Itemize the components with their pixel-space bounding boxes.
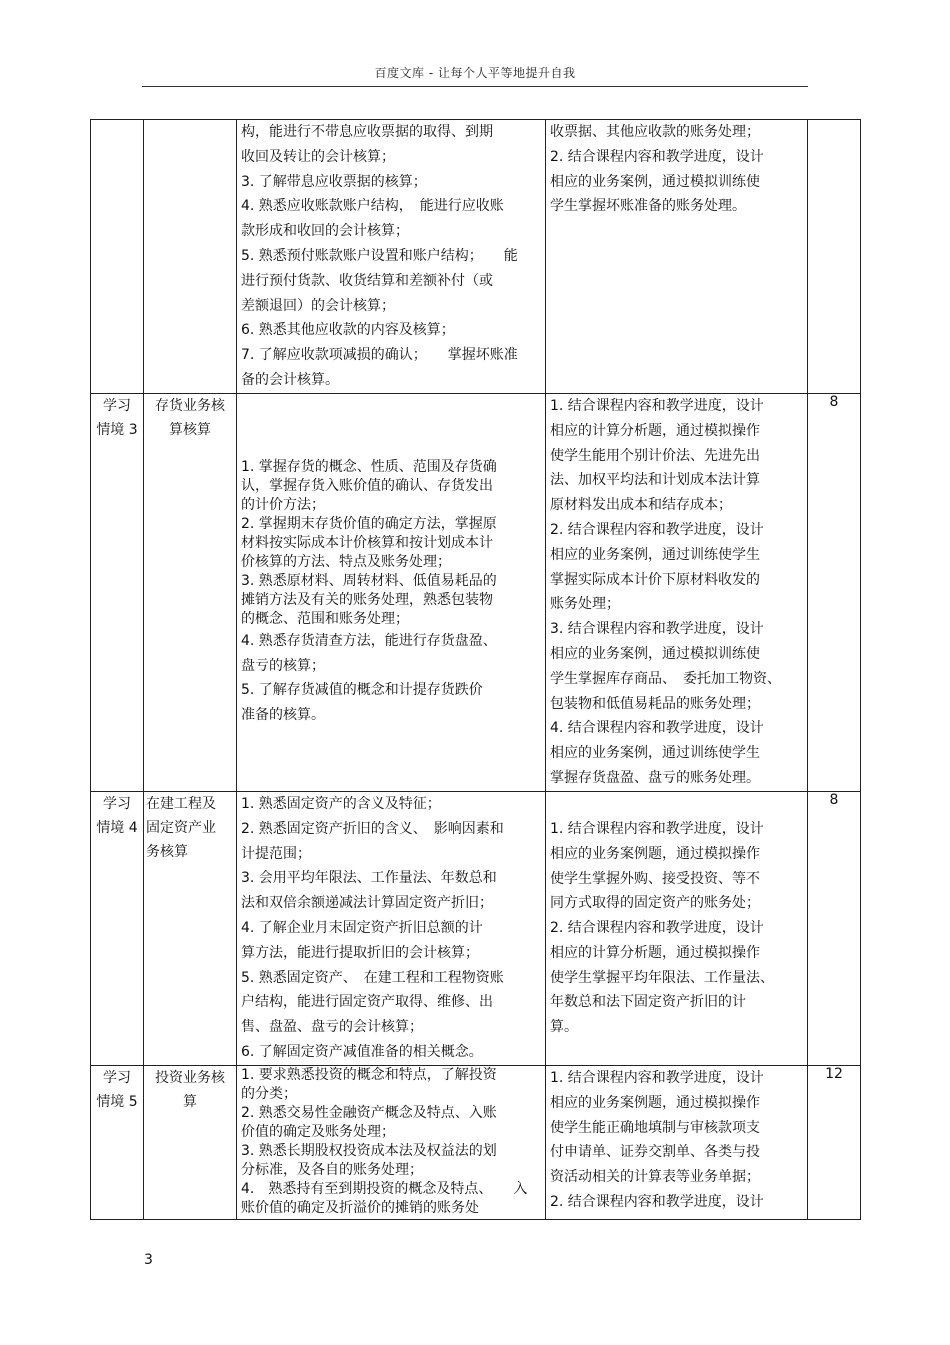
- task-label: 投资业务核: [155, 1070, 225, 1086]
- text-line: 5. 熟悉固定资产、 在建工程和工程物资账: [241, 969, 504, 986]
- table-row: [91, 792, 861, 1066]
- text-line: 3. 了解带息应收票据的核算；: [241, 173, 427, 190]
- situation-label: 情境 3: [96, 422, 138, 438]
- text-line: 计提范围；: [241, 845, 311, 862]
- text-line: 1. 要求熟悉投资的概念和特点，了解投资: [241, 1067, 497, 1083]
- text-line: 3. 熟悉长期股权投资成本法及权益法的划: [241, 1143, 497, 1159]
- text-line: 1. 掌握存货的概念、性质、范围及存货确: [241, 459, 497, 475]
- text-line: 分标准，及各自的账务处理；: [241, 1162, 423, 1178]
- table-row: [91, 120, 861, 394]
- text-line: 摊销方法及有关的账务处理，熟悉包装物: [241, 592, 493, 608]
- text-line: 掌握存货盘盈、盘亏的账务处理。: [550, 769, 760, 786]
- text-line: 价值的确定及账务处理；: [241, 1124, 395, 1140]
- text-line: 使学生能正确地填制与审核款项支: [550, 1119, 760, 1136]
- text-line: 的分类；: [241, 1086, 297, 1102]
- situation-cell: [91, 120, 144, 394]
- objectives-cell: [237, 792, 546, 1066]
- text-line: 3. 会用平均年限法、工作量法、年数总和: [241, 870, 497, 887]
- text-line: 账务处理；: [550, 596, 620, 613]
- table-row: [91, 1066, 861, 1220]
- task-cell: [144, 394, 237, 792]
- text-line: 同方式取得的固定资产的账务处；: [550, 895, 760, 912]
- text-line: 5. 了解存货减值的概念和计提存货跌价: [241, 682, 483, 698]
- text-line: 账价值的确定及折溢价的摊销的账务处: [241, 1200, 479, 1216]
- text-line: 2. 熟悉交易性金融资产概念及特点、入账: [241, 1105, 497, 1121]
- text-line: 年数总和法下固定资产折旧的计: [550, 994, 746, 1011]
- activities-cell: [546, 120, 808, 394]
- text-line: 相应的业务案例题，通过模拟操作: [550, 845, 760, 862]
- objectives-text: [237, 458, 545, 727]
- hours-cell: 8: [808, 394, 861, 792]
- text-line: 学生掌握坏账准备的账务处理。: [550, 198, 746, 215]
- text-line: 3. 熟悉原材料、周转材料、低值易耗品的: [241, 573, 497, 589]
- text-line: 收回及转让的会计核算；: [241, 148, 395, 165]
- text-line: 学生掌握库存商品、 委托加工物资、: [550, 670, 781, 687]
- text-line: 4. 熟悉持有至到期投资的概念及特点、 入: [241, 1181, 528, 1197]
- text-line: 3. 结合课程内容和教学进度，设计: [550, 621, 764, 638]
- text-line: 1. 结合课程内容和教学进度，设计: [550, 1070, 764, 1086]
- task-label: 存货业务核: [155, 398, 225, 414]
- task-cell: [144, 120, 237, 394]
- objectives-cell: [237, 1066, 546, 1220]
- objectives-text: [237, 792, 545, 1065]
- activities-text: [546, 120, 807, 219]
- page-header: 百度文库 - 让每个人平等地提升自我: [374, 66, 576, 80]
- text-line: 认，掌握存货入账价值的确认、存货发出: [241, 478, 493, 494]
- text-line: 法和双倍余额递减法计算固定资产折旧；: [241, 895, 493, 912]
- situation-label: 情境 4: [96, 820, 138, 836]
- task-cell: [144, 792, 237, 1066]
- text-line: 相应的业务案例，通过模拟训练使: [550, 173, 760, 190]
- text-line: 4. 结合课程内容和教学进度，设计: [550, 720, 764, 737]
- situation-label: 情境 5: [96, 1094, 138, 1110]
- situation-cell: [91, 394, 144, 792]
- text-line: 算。: [550, 1019, 578, 1036]
- text-line: 掌握实际成本计价下原材料收发的: [550, 571, 760, 588]
- text-line: 材料按实际成本计价核算和按计划成本计: [241, 535, 493, 551]
- text-line: 户结构，能进行固定资产取得、维修、出: [241, 994, 493, 1011]
- text-line: 差额退回）的会计核算；: [241, 297, 395, 314]
- table-row: [91, 394, 861, 792]
- objectives-text: [237, 1066, 545, 1218]
- text-line: 法、加权平均法和计划成本法计算: [550, 472, 760, 489]
- hours-cell: [808, 120, 861, 394]
- activities-text: [546, 1066, 807, 1215]
- text-line: 款形成和收回的会计核算；: [241, 223, 409, 240]
- task-label: 务核算: [146, 844, 188, 860]
- text-line: 进行预付货款、收货结算和差额补付（或: [241, 272, 493, 289]
- text-line: 相应的业务案例，通过训练使学生: [550, 546, 760, 563]
- task-cell: [144, 1066, 237, 1220]
- course-plan-table: [90, 119, 861, 1220]
- activities-text: [546, 817, 807, 1040]
- text-line: 2. 结合课程内容和教学进度，设计: [550, 920, 764, 937]
- text-line: 资活动相关的计算表等业务单据；: [550, 1169, 760, 1186]
- page-number: 3: [144, 1252, 153, 1268]
- text-line: 构，能进行不带息应收票据的取得、到期: [241, 124, 493, 140]
- text-line: 算方法，能进行提取折旧的会计核算；: [241, 944, 479, 961]
- situation-label: 学习: [103, 796, 131, 812]
- text-line: 使学生掌握平均年限法、工作量法、: [550, 969, 774, 986]
- situation-label: 学习: [103, 398, 131, 414]
- text-line: 2. 结合课程内容和教学进度，设计: [550, 1193, 764, 1210]
- text-line: 7. 了解应收款项减损的确认； 掌握坏账准: [241, 347, 518, 364]
- text-line: 盘亏的核算；: [241, 657, 325, 674]
- situation-label: 学习: [103, 1070, 131, 1086]
- text-line: 收票据、其他应收款的账务处理；: [550, 124, 760, 140]
- text-line: 相应的业务案例，通过模拟训练使: [550, 645, 760, 662]
- text-line: 1. 结合课程内容和教学进度，设计: [550, 820, 764, 837]
- text-line: 1. 结合课程内容和教学进度，设计: [550, 398, 764, 414]
- text-line: 相应的业务案例，通过训练使学生: [550, 745, 760, 762]
- objectives-cell: [237, 394, 546, 792]
- text-line: 2. 结合课程内容和教学进度，设计: [550, 148, 764, 165]
- text-line: 相应的计算分析题，通过模拟操作: [550, 422, 760, 439]
- text-line: 1. 熟悉固定资产的含义及特征；: [241, 796, 441, 812]
- text-line: 相应的计算分析题，通过模拟操作: [550, 944, 760, 961]
- header-rule: [142, 86, 808, 87]
- task-label: 算核算: [169, 422, 211, 438]
- activities-cell: [546, 394, 808, 792]
- text-line: 原材料发出成本和结存成本；: [550, 497, 732, 514]
- text-line: 使学生掌握外购、接受投资、等不: [550, 870, 760, 887]
- text-line: 相应的业务案例题，通过模拟操作: [550, 1094, 760, 1111]
- text-line: 2. 结合课程内容和教学进度，设计: [550, 521, 764, 538]
- text-line: 价核算的方法、特点及账务处理；: [241, 554, 451, 570]
- situation-cell: [91, 1066, 144, 1220]
- hours-cell: 12: [808, 1066, 861, 1220]
- text-line: 4. 熟悉应收账款账户结构， 能进行应收账: [241, 198, 504, 215]
- text-line: 的计价方法；: [241, 497, 325, 513]
- hours-cell: 8: [808, 792, 861, 1066]
- text-line: 的概念、范围和账务处理；: [241, 611, 409, 627]
- text-line: 付申请单、证券交割单、各类与投: [550, 1144, 760, 1161]
- text-line: 5. 熟悉预付账款账户设置和账户结构； 能: [241, 247, 518, 264]
- text-line: 2. 熟悉固定资产折旧的含义、 影响因素和: [241, 820, 504, 837]
- activities-text: [546, 394, 807, 791]
- text-line: 4. 了解企业月末固定资产折旧总额的计: [241, 919, 483, 936]
- task-label: 算: [183, 1094, 197, 1110]
- situation-cell: [91, 792, 144, 1066]
- text-line: 备的会计核算。: [241, 371, 339, 388]
- text-line: 6. 熟悉其他应收款的内容及核算；: [241, 322, 455, 339]
- task-label: 在建工程及: [146, 796, 216, 812]
- activities-cell: [546, 1066, 808, 1220]
- text-line: 使学生能用个别计价法、先进先出: [550, 447, 760, 464]
- task-label: 固定资产业: [146, 820, 216, 836]
- objectives-text: [237, 120, 545, 393]
- text-line: 4. 熟悉存货清查方法，能进行存货盘盈、: [241, 633, 497, 649]
- text-line: 包装物和低值易耗品的账务处理；: [550, 695, 760, 712]
- text-line: 售、盘盈、盘亏的会计核算；: [241, 1019, 423, 1036]
- text-line: 6. 了解固定资产减值准备的相关概念。: [241, 1043, 483, 1060]
- text-line: 2. 掌握期末存货价值的确定方法，掌握原: [241, 516, 497, 532]
- objectives-cell: [237, 120, 546, 394]
- text-line: 准备的核算。: [241, 706, 325, 723]
- activities-cell: [546, 792, 808, 1066]
